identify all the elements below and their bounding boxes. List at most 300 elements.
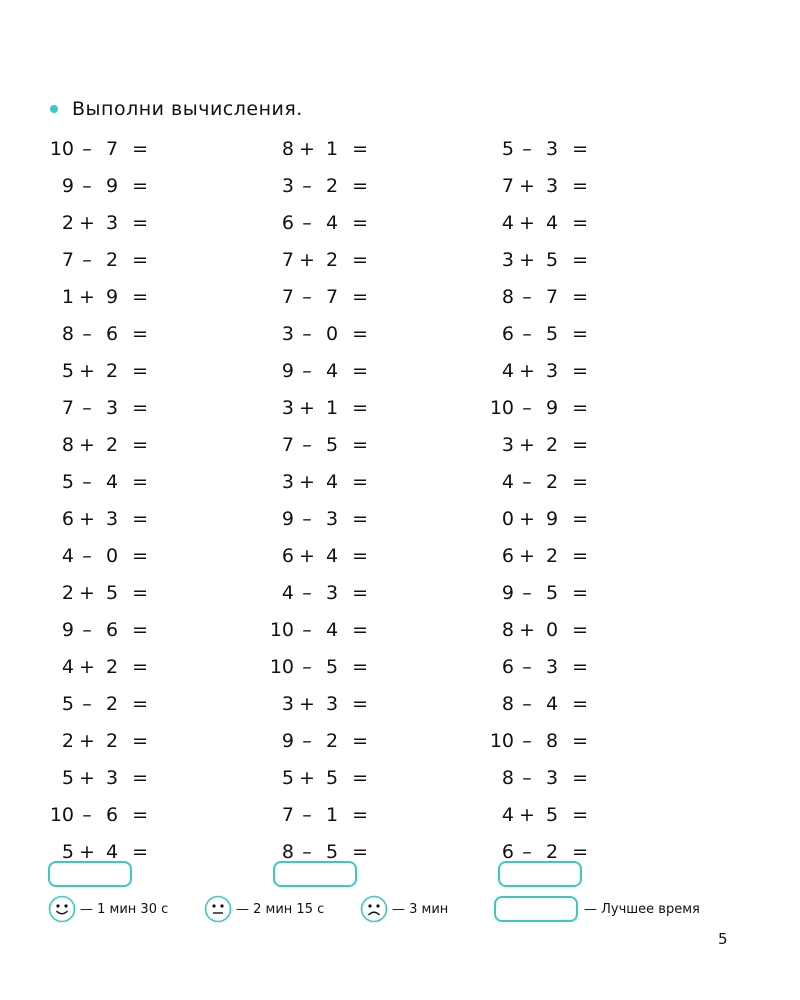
- operator: +: [519, 804, 535, 826]
- equals-sign: =: [572, 730, 588, 752]
- second-operand: 2: [545, 471, 559, 493]
- equals-sign: =: [132, 212, 148, 234]
- operator: –: [302, 841, 312, 863]
- equals-sign: =: [132, 360, 148, 382]
- operator: +: [299, 138, 315, 160]
- exercise-row: [480, 804, 640, 841]
- first-operand: 6: [501, 545, 514, 567]
- exercise-row: [40, 138, 200, 175]
- operator: +: [79, 582, 95, 604]
- operator: +: [79, 434, 95, 456]
- first-operand: 8: [501, 286, 514, 308]
- exercise-row: [260, 804, 420, 841]
- equals-sign: =: [352, 323, 368, 345]
- second-operand: 5: [325, 767, 339, 789]
- first-operand: 9: [281, 360, 294, 382]
- second-operand: 6: [105, 804, 119, 826]
- operator: –: [302, 286, 312, 308]
- second-operand: 6: [105, 619, 119, 641]
- equals-sign: =: [352, 212, 368, 234]
- second-operand: 5: [545, 323, 559, 345]
- first-operand: 3: [501, 434, 514, 456]
- first-operand: 5: [61, 471, 74, 493]
- equals-sign: =: [352, 545, 368, 567]
- second-operand: 3: [325, 582, 339, 604]
- equals-sign: =: [572, 693, 588, 715]
- exercise-row: [260, 323, 420, 360]
- operator: –: [522, 323, 532, 345]
- first-operand: 4: [61, 656, 74, 678]
- operator: –: [82, 693, 92, 715]
- exercise-row: [260, 397, 420, 434]
- exercise-row: [40, 434, 200, 471]
- second-operand: 5: [325, 434, 339, 456]
- equals-sign: =: [352, 767, 368, 789]
- second-operand: 3: [105, 767, 119, 789]
- second-operand: 1: [325, 138, 339, 160]
- exercise-row: [40, 804, 200, 841]
- second-operand: 0: [105, 545, 119, 567]
- second-operand: 5: [545, 582, 559, 604]
- first-operand: 8: [281, 841, 294, 863]
- exercise-row: [40, 323, 200, 360]
- first-operand: 6: [281, 212, 294, 234]
- time-legend: [0, 895, 800, 925]
- second-operand: 3: [105, 212, 119, 234]
- operator: –: [82, 804, 92, 826]
- operator: –: [302, 508, 312, 530]
- time-box-2[interactable]: [273, 861, 357, 887]
- first-operand: 7: [281, 249, 294, 271]
- operator: –: [522, 767, 532, 789]
- first-operand: 9: [61, 619, 74, 641]
- second-operand: 4: [105, 471, 119, 493]
- operator: –: [522, 138, 532, 160]
- exercise-row: [260, 508, 420, 545]
- second-operand: 2: [105, 693, 119, 715]
- operator: –: [302, 582, 312, 604]
- second-operand: 3: [545, 767, 559, 789]
- operator: –: [522, 582, 532, 604]
- legend-happy: [48, 895, 168, 923]
- second-operand: 2: [325, 730, 339, 752]
- operator: +: [79, 767, 95, 789]
- second-operand: 9: [105, 175, 119, 197]
- second-operand: 2: [545, 841, 559, 863]
- first-operand: 9: [501, 582, 514, 604]
- equals-sign: =: [572, 804, 588, 826]
- exercise-row: [40, 249, 200, 286]
- instruction-text: Выполни вычисления.: [72, 98, 303, 120]
- second-operand: 3: [325, 693, 339, 715]
- time-box-1[interactable]: [48, 861, 132, 887]
- equals-sign: =: [572, 619, 588, 641]
- exercise-row: [260, 582, 420, 619]
- operator: –: [302, 175, 312, 197]
- equals-sign: =: [132, 286, 148, 308]
- second-operand: 4: [545, 693, 559, 715]
- legend-neutral-text: — 2 мин 15 с: [236, 901, 325, 917]
- second-operand: 9: [545, 397, 559, 419]
- first-operand: 10: [269, 656, 294, 678]
- second-operand: 2: [545, 434, 559, 456]
- exercise-row: [40, 175, 200, 212]
- operator: +: [519, 175, 535, 197]
- equals-sign: =: [352, 508, 368, 530]
- first-operand: 7: [281, 434, 294, 456]
- exercise-row: [40, 545, 200, 582]
- equals-sign: =: [132, 693, 148, 715]
- operator: +: [519, 212, 535, 234]
- equals-sign: =: [132, 804, 148, 826]
- equals-sign: =: [352, 804, 368, 826]
- exercise-row: [480, 582, 640, 619]
- first-operand: 9: [281, 508, 294, 530]
- first-operand: 3: [281, 175, 294, 197]
- exercise-row: [260, 693, 420, 730]
- first-operand: 7: [501, 175, 514, 197]
- operator: –: [302, 212, 312, 234]
- equals-sign: =: [572, 397, 588, 419]
- first-operand: 4: [501, 471, 514, 493]
- second-operand: 6: [105, 323, 119, 345]
- equals-sign: =: [572, 175, 588, 197]
- second-operand: 5: [325, 656, 339, 678]
- legend-best: [494, 895, 700, 923]
- operator: +: [519, 360, 535, 382]
- first-operand: 8: [61, 323, 74, 345]
- exercise-row: [40, 767, 200, 804]
- exercise-row: [260, 249, 420, 286]
- equals-sign: =: [132, 471, 148, 493]
- exercise-row: [40, 730, 200, 767]
- exercise-row: [480, 286, 640, 323]
- operator: –: [82, 397, 92, 419]
- operator: +: [299, 545, 315, 567]
- first-operand: 9: [61, 175, 74, 197]
- second-operand: 4: [545, 212, 559, 234]
- first-operand: 3: [281, 693, 294, 715]
- operator: –: [522, 286, 532, 308]
- second-operand: 2: [325, 249, 339, 271]
- equals-sign: =: [352, 286, 368, 308]
- exercise-row: [480, 360, 640, 397]
- second-operand: 3: [325, 508, 339, 530]
- exercise-row: [480, 730, 640, 767]
- equals-sign: =: [352, 434, 368, 456]
- first-operand: 2: [61, 730, 74, 752]
- first-operand: 7: [61, 397, 74, 419]
- legend-best-text: — Лучшее время: [584, 901, 700, 917]
- operator: +: [79, 508, 95, 530]
- second-operand: 0: [325, 323, 339, 345]
- first-operand: 6: [281, 545, 294, 567]
- operator: –: [82, 138, 92, 160]
- operator: –: [82, 545, 92, 567]
- legend-sad: [360, 895, 448, 923]
- first-operand: 10: [489, 397, 514, 419]
- first-operand: 8: [61, 434, 74, 456]
- legend-happy-text: — 1 мин 30 с: [80, 901, 169, 917]
- exercise-row: [40, 212, 200, 249]
- operator: +: [299, 767, 315, 789]
- operator: +: [79, 360, 95, 382]
- operator: +: [299, 397, 315, 419]
- exercise-row: [260, 286, 420, 323]
- time-box-3[interactable]: [498, 861, 582, 887]
- exercise-row: [480, 397, 640, 434]
- operator: +: [79, 841, 95, 863]
- exercise-row: [260, 656, 420, 693]
- exercise-row: [40, 286, 200, 323]
- operator: +: [519, 619, 535, 641]
- exercise-row: [260, 138, 420, 175]
- exercise-row: [480, 693, 640, 730]
- second-operand: 2: [325, 175, 339, 197]
- equals-sign: =: [132, 508, 148, 530]
- second-operand: 7: [325, 286, 339, 308]
- exercise-row: [480, 434, 640, 471]
- exercise-row: [480, 138, 640, 175]
- exercise-row: [260, 434, 420, 471]
- first-operand: 4: [281, 582, 294, 604]
- equals-sign: =: [572, 767, 588, 789]
- equals-sign: =: [132, 582, 148, 604]
- first-operand: 10: [49, 804, 74, 826]
- second-operand: 9: [545, 508, 559, 530]
- operator: –: [302, 619, 312, 641]
- equals-sign: =: [132, 249, 148, 271]
- equals-sign: =: [352, 471, 368, 493]
- exercise-row: [480, 656, 640, 693]
- second-operand: 5: [105, 582, 119, 604]
- best-time-box[interactable]: [494, 896, 578, 922]
- first-operand: 1: [61, 286, 74, 308]
- equals-sign: =: [352, 619, 368, 641]
- exercise-row: [260, 767, 420, 804]
- exercise-column-2: [260, 138, 420, 878]
- equals-sign: =: [572, 471, 588, 493]
- equals-sign: =: [132, 434, 148, 456]
- first-operand: 6: [501, 656, 514, 678]
- operator: –: [302, 323, 312, 345]
- first-operand: 5: [281, 767, 294, 789]
- second-operand: 2: [105, 434, 119, 456]
- equals-sign: =: [132, 730, 148, 752]
- operator: +: [519, 434, 535, 456]
- equals-sign: =: [132, 767, 148, 789]
- operator: –: [82, 471, 92, 493]
- equals-sign: =: [572, 656, 588, 678]
- exercise-row: [480, 545, 640, 582]
- first-operand: 7: [61, 249, 74, 271]
- first-operand: 3: [281, 397, 294, 419]
- operator: –: [82, 619, 92, 641]
- exercise-row: [40, 693, 200, 730]
- exercise-row: [260, 360, 420, 397]
- second-operand: 4: [105, 841, 119, 863]
- second-operand: 3: [545, 656, 559, 678]
- exercise-row: [40, 508, 200, 545]
- first-operand: 8: [501, 767, 514, 789]
- operator: –: [82, 249, 92, 271]
- equals-sign: =: [352, 656, 368, 678]
- equals-sign: =: [572, 582, 588, 604]
- exercise-row: [260, 730, 420, 767]
- second-operand: 4: [325, 619, 339, 641]
- second-operand: 2: [105, 360, 119, 382]
- second-operand: 9: [105, 286, 119, 308]
- exercise-row: [40, 397, 200, 434]
- sad-face-icon: [360, 895, 388, 923]
- happy-face-icon: [48, 895, 76, 923]
- equals-sign: =: [572, 508, 588, 530]
- exercise-row: [40, 471, 200, 508]
- equals-sign: =: [132, 138, 148, 160]
- equals-sign: =: [132, 841, 148, 863]
- first-operand: 2: [61, 582, 74, 604]
- second-operand: 3: [545, 138, 559, 160]
- second-operand: 3: [105, 397, 119, 419]
- first-operand: 7: [281, 286, 294, 308]
- operator: +: [79, 286, 95, 308]
- first-operand: 5: [61, 360, 74, 382]
- equals-sign: =: [352, 249, 368, 271]
- exercise-row: [480, 508, 640, 545]
- exercise-row: [260, 619, 420, 656]
- exercise-row: [260, 545, 420, 582]
- equals-sign: =: [352, 397, 368, 419]
- operator: +: [299, 249, 315, 271]
- second-operand: 2: [105, 656, 119, 678]
- equals-sign: =: [132, 175, 148, 197]
- exercise-row: [40, 582, 200, 619]
- exercise-row: [40, 619, 200, 656]
- equals-sign: =: [132, 545, 148, 567]
- operator: –: [82, 323, 92, 345]
- second-operand: 4: [325, 471, 339, 493]
- equals-sign: =: [352, 730, 368, 752]
- operator: +: [299, 693, 315, 715]
- second-operand: 2: [105, 730, 119, 752]
- first-operand: 6: [501, 323, 514, 345]
- exercise-row: [480, 767, 640, 804]
- second-operand: 2: [545, 545, 559, 567]
- operator: –: [522, 841, 532, 863]
- page-number: 5: [718, 930, 728, 948]
- equals-sign: =: [352, 175, 368, 197]
- legend-sad-text: — 3 мин: [392, 901, 449, 917]
- operator: –: [82, 175, 92, 197]
- equals-sign: =: [352, 138, 368, 160]
- first-operand: 8: [501, 619, 514, 641]
- equals-sign: =: [132, 656, 148, 678]
- operator: –: [302, 804, 312, 826]
- exercise-row: [480, 619, 640, 656]
- second-operand: 3: [545, 360, 559, 382]
- first-operand: 5: [61, 693, 74, 715]
- equals-sign: =: [132, 619, 148, 641]
- second-operand: 4: [325, 545, 339, 567]
- first-operand: 8: [501, 693, 514, 715]
- exercise-column-1: [40, 138, 200, 878]
- exercise-row: [480, 323, 640, 360]
- second-operand: 0: [545, 619, 559, 641]
- second-operand: 4: [325, 212, 339, 234]
- first-operand: 9: [281, 730, 294, 752]
- first-operand: 4: [501, 804, 514, 826]
- equals-sign: =: [132, 397, 148, 419]
- operator: –: [302, 730, 312, 752]
- neutral-face-icon: [204, 895, 232, 923]
- equals-sign: =: [572, 286, 588, 308]
- second-operand: 1: [325, 804, 339, 826]
- operator: –: [522, 397, 532, 419]
- operator: +: [299, 471, 315, 493]
- exercise-row: [480, 249, 640, 286]
- first-operand: 3: [281, 471, 294, 493]
- first-operand: 6: [61, 508, 74, 530]
- operator: +: [79, 730, 95, 752]
- equals-sign: =: [572, 360, 588, 382]
- second-operand: 3: [545, 175, 559, 197]
- operator: +: [79, 656, 95, 678]
- exercise-row: [260, 175, 420, 212]
- legend-neutral: [204, 895, 324, 923]
- equals-sign: =: [572, 212, 588, 234]
- equals-sign: =: [352, 841, 368, 863]
- operator: –: [302, 656, 312, 678]
- second-operand: 7: [545, 286, 559, 308]
- second-operand: 7: [105, 138, 119, 160]
- operator: +: [79, 212, 95, 234]
- operator: +: [519, 545, 535, 567]
- second-operand: 5: [325, 841, 339, 863]
- operator: –: [522, 656, 532, 678]
- first-operand: 5: [61, 767, 74, 789]
- first-operand: 2: [61, 212, 74, 234]
- exercise-row: [480, 212, 640, 249]
- bullet-icon: [50, 105, 58, 113]
- second-operand: 5: [545, 804, 559, 826]
- equals-sign: =: [572, 249, 588, 271]
- first-operand: 7: [281, 804, 294, 826]
- first-operand: 3: [501, 249, 514, 271]
- first-operand: 4: [501, 212, 514, 234]
- second-operand: 2: [105, 249, 119, 271]
- first-operand: 10: [489, 730, 514, 752]
- operator: +: [519, 249, 535, 271]
- first-operand: 5: [501, 138, 514, 160]
- first-operand: 0: [501, 508, 514, 530]
- first-operand: 4: [501, 360, 514, 382]
- operator: –: [522, 693, 532, 715]
- second-operand: 3: [105, 508, 119, 530]
- exercise-row: [40, 360, 200, 397]
- equals-sign: =: [352, 693, 368, 715]
- first-operand: 6: [501, 841, 514, 863]
- equals-sign: =: [572, 841, 588, 863]
- first-operand: 4: [61, 545, 74, 567]
- operator: –: [522, 730, 532, 752]
- operator: +: [519, 508, 535, 530]
- second-operand: 1: [325, 397, 339, 419]
- equals-sign: =: [352, 582, 368, 604]
- exercise-row: [40, 656, 200, 693]
- operator: –: [522, 471, 532, 493]
- operator: –: [302, 360, 312, 382]
- exercise-row: [260, 471, 420, 508]
